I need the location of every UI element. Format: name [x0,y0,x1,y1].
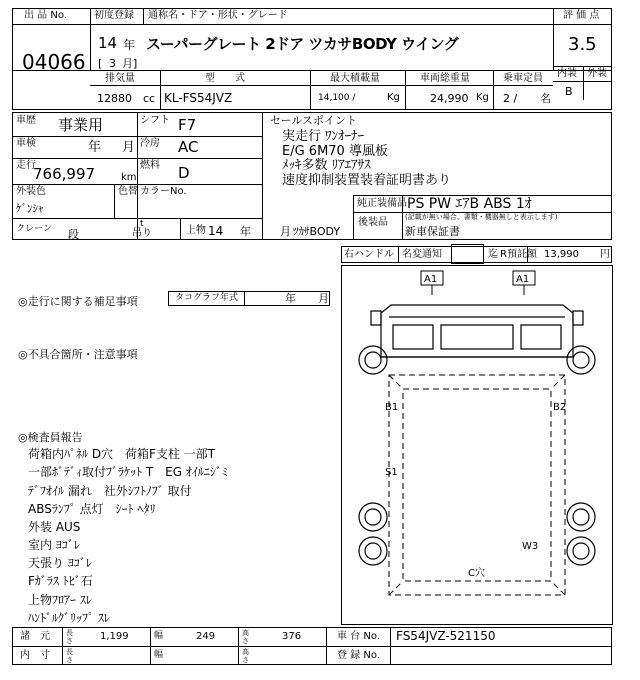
footer-row-line [12,646,612,647]
fuel-value: D [178,164,190,182]
inspection-year: 年 [88,140,102,155]
capacity-unit: 名 [540,92,551,105]
body-month-unit: 月 [280,225,291,238]
interior-label: 内装 [557,68,577,79]
checkbar-div-1 [398,246,399,263]
sales-point-line: E/G 6M70 導風板 [282,144,388,159]
body-year-unit: 年 [240,225,251,238]
mileage-value: 766,997 [33,165,96,183]
crane-lift: 吊り [132,228,152,239]
spec-label: 諸 元 [20,631,50,642]
width-value: 249 [196,631,216,642]
length-label: 長さ [66,629,73,645]
capacity-value: 2 / [503,92,518,105]
right-handle-label: 右ハンドル [344,249,394,260]
mark-arrows [432,285,524,295]
spec-div-3 [405,70,406,110]
inspector-line: 上物ﾌﾛｱｰ ｽﾚ [28,593,92,607]
spec-div-4 [493,70,494,110]
front-tires [359,346,595,374]
mark-label: S1 [385,467,398,478]
name-change-box [451,244,484,264]
details-div-color [114,184,115,218]
interior-grade: B [565,85,573,98]
oem-equipment-label: 純正装備品 [357,198,407,209]
sales-point-line: 実走行 ﾜﾝｵｰﾅｰ [282,129,365,144]
first-reg-month-unit: 月] [122,57,138,70]
height-value: 376 [282,631,302,642]
height-label: 高さ [242,629,249,645]
lot-number: 04066 [22,50,86,74]
crane-stage: 段 [68,228,79,241]
footer-div-5 [390,627,391,665]
truck-diagram [341,265,613,625]
details-div-crane [180,218,181,240]
lot-divider [90,8,91,70]
sales-point-line: 速度抑制装置装着証明書あり [282,173,452,188]
equipment-left-line [353,195,354,240]
cab-outline [371,305,583,357]
capacity-label: 乗車定員 [503,73,543,84]
fuel-label: 燃料 [140,160,160,171]
footer-div-4 [326,627,327,665]
footer-div-1 [62,627,63,665]
crane-ton: t [140,219,144,229]
inspector-label: ◎検査員報告 [18,431,83,444]
inspection-month: 月 [122,140,136,155]
body-year: 14 [208,224,224,238]
footer-div-2 [150,627,151,665]
color-change-label: 色替 [118,186,138,197]
model-label: 型 式 [205,73,245,84]
tachograph-label: タコグラフ年式 [175,293,239,303]
crane-label: クレーン [16,224,52,234]
inspector-line: 室内 ﾖｺﾞﾚ [28,538,80,552]
inspector-line: 一部ﾎﾞﾃﾞｨ取付ﾌﾞﾗｹｯﾄ T EG ｵｲﾙﾆｼﾞﾐ [28,465,228,479]
footer-div-3 [238,627,239,665]
name-change-label: 名変通知 [402,249,442,260]
aftermarket-label: 後装品 [358,217,388,228]
spec-header-line [12,70,612,71]
inspector-line: 荷箱内ﾊﾟﾈﾙ D穴 荷箱F支柱 一部T [28,447,216,461]
history-value: 事業用 [58,116,104,134]
ext-color-value: ｹﾞﾝｼｬ [16,202,44,215]
color-no-label: カラーNo. [140,186,187,197]
mark-label: W3 [522,541,539,552]
inspection-label: 車検 [16,138,36,149]
inspector-line: ABSﾗﾝﾌﾟ 点灯 ｼｰﾄ ﾍﾀﾘ [28,502,156,516]
max-load-unit: Kg [387,92,400,103]
inspector-line: 外装 AUS [28,520,81,534]
first-reg-year-unit: 年 [123,38,136,52]
inner-label: 内 寸 [20,650,50,661]
ac-label: 冷房 [140,138,160,149]
length-value: 1,199 [100,631,129,642]
gross-weight-unit: Kg [476,92,489,103]
score-value: 3.5 [568,34,597,55]
defect-label: ◎不具合箇所・注意事項 [18,348,138,361]
car-name-label: 通称名・ドア・形状・グレード [148,10,288,21]
first-reg-month-open: [ [98,57,103,70]
spec-div-2 [310,70,311,110]
details-div-1 [137,112,138,240]
inner-length-label: 長さ [66,648,73,664]
displacement-label: 排気量 [105,73,135,84]
first-reg-month: 3 [109,57,116,70]
first-reg-year: 14 [98,34,118,52]
details-row-3 [12,184,262,185]
max-load-value: 14,100 / [318,93,356,103]
tachograph-div [244,291,245,306]
aftermarket-value: 新車保証書 [405,225,460,238]
travel-notes-label: ◎走行に関する補足事項 [18,295,138,308]
mark-label: A1 [424,274,438,285]
body-maker: ﾂｶｻBODY [293,225,341,238]
score-label: 評 価 点 [563,10,600,21]
chassis-label: 車 台 No. [337,631,380,642]
chassis-value: FS54JVZ-521150 [396,629,496,643]
r-unit: 円 [600,249,610,260]
first-reg-divider [143,8,144,24]
ext-color-label: 外装色 [16,186,46,197]
max-load-label: 最大積載量 [330,73,380,84]
inner-width-label: 幅 [154,650,164,660]
score-grade-line [553,81,612,82]
mark-label: B2 [553,402,567,413]
details-row-4 [12,218,262,219]
gross-weight-value: 24,990 [430,92,469,105]
spec-div-1 [160,70,161,110]
sales-point-line: ﾒｯｷ多数 ﾘｱｴｱｻｽ [282,158,371,173]
displacement-unit: cc [143,92,156,105]
inner-height-label: 高さ [242,648,249,664]
deadline-label: 迄 [488,249,498,260]
sales-points-label: セールスポイント [270,114,358,127]
lot-no-label: 出 品 No. [24,10,67,21]
rear-tires [359,503,595,565]
r-amount: 13,990 [544,249,579,260]
aftermarket-note: (記載が無い場合、書類・機器無しと表示します) [405,213,558,221]
header-row-line [12,24,612,25]
ac-value: AC [178,138,199,156]
mark-label: B1 [385,402,399,413]
history-label: 車歴 [16,115,36,126]
details-div-2 [262,112,263,240]
model-value: KL-FS54JVZ [164,91,233,105]
gross-weight-label: 車両総重量 [420,73,470,84]
mark-label: A1 [516,274,530,285]
cargo-body [389,375,565,595]
tacho-year: 年 [285,292,296,305]
mileage-unit: km [121,172,137,183]
shift-label: シフト [140,115,170,126]
reg-no-label: 登 録 No. [337,650,380,661]
width-label: 幅 [154,631,164,641]
details-row-2 [12,158,262,159]
inspector-line: 天張り ﾖｺﾞﾚ [28,556,92,570]
details-row-1 [12,136,262,137]
tacho-month: 月 [318,292,329,305]
inspector-line: ﾊﾝﾄﾞﾙｸﾞﾘｯﾌﾟ ｽﾚ [28,611,110,625]
exterior-label: 外装 [587,68,607,79]
car-name: スーパーグレート 2ドア ツカサBODY ウイング [146,35,459,53]
mark-label: C穴 [468,568,485,579]
first-reg-label: 初度登録 [94,10,134,21]
inspector-line: ﾃﾞﾌｵｲﾙ 漏れ 社外ｼﾌﾄﾉﾌﾞ 取付 [28,484,192,498]
displacement-value: 12880 [97,92,132,105]
shift-value: F7 [178,116,197,134]
mileage-label: 走行 [16,160,36,171]
score-sub-divider [583,66,584,100]
score-divider [553,8,554,70]
oem-equipment-value: PS PW ｴｱB ABS 1ｵ [407,196,532,212]
body-label: 上物 [186,225,206,236]
inspector-line: Fｶﾞﾗｽ ﾄﾋﾞ石 [28,574,93,588]
r-notice-label: R預託額 [500,249,537,260]
